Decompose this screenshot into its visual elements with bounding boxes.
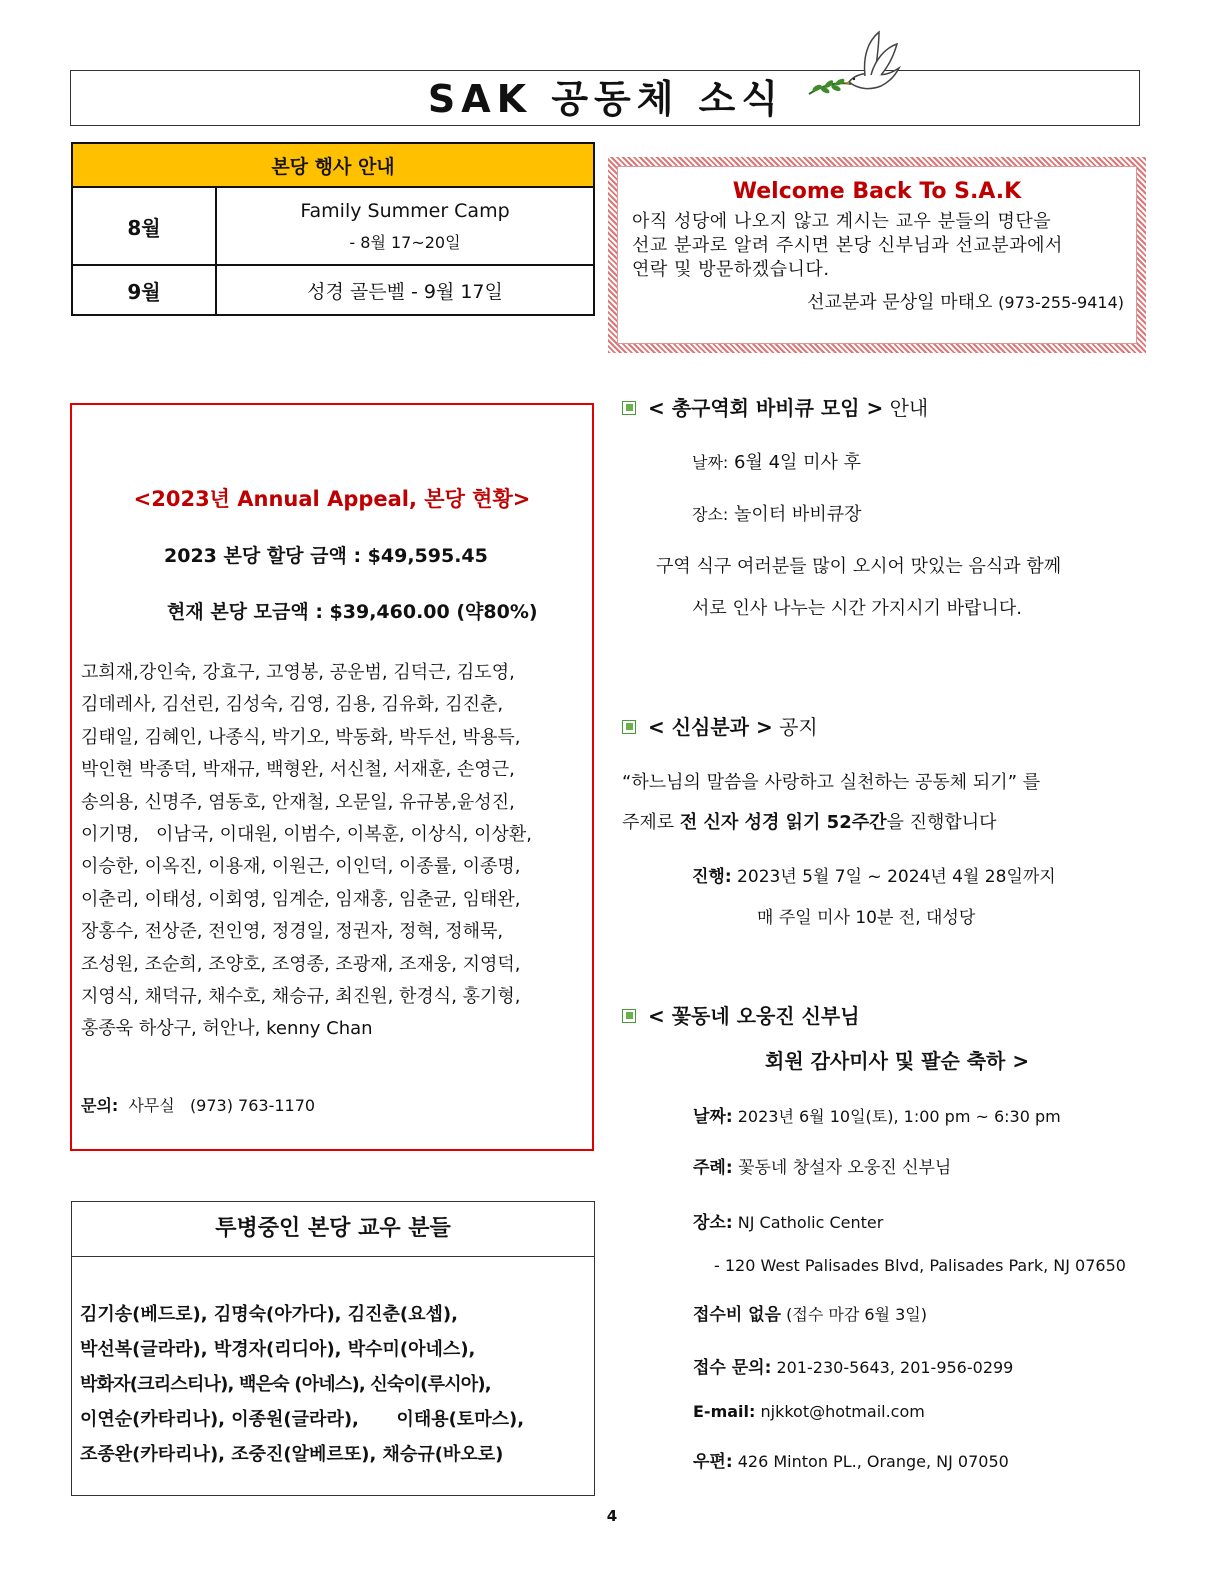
faith-progress-detail: 매 주일 미사 10분 전, 대성당 <box>757 908 976 928</box>
faith-title: < 신심분과 > <box>648 715 773 739</box>
kkot-inquiry-label: 접수 문의: <box>693 1358 772 1378</box>
list-item: 박인현 박종덕, 박재규, 백형완, 서신철, 서재훈, 손영근, <box>81 759 515 781</box>
faith-line-1: “하느님의 말씀을 사랑하고 실천하는 공동체 되기” 를 <box>622 772 1041 793</box>
kkot-title-2 <box>765 1045 1029 1074</box>
event-name: 성경 골든벨 - 9월 17일 <box>307 280 503 303</box>
appeal-target-amount: 2023 본당 할당 금액 : $49,595.45 <box>164 545 488 567</box>
welcome-contact-phone: (973-255-9414) <box>998 293 1124 312</box>
appeal-current-amount: 현재 본당 모금액 : $39,460.00 (약80%) <box>167 601 538 623</box>
kkot-place-label: 장소: <box>693 1213 733 1233</box>
events-table-title: 본당 행사 안내 <box>72 143 594 187</box>
page-number: 4 <box>606 1507 618 1525</box>
appeal-contact <box>81 1093 315 1116</box>
dove-icon <box>805 28 905 108</box>
faith-progress-label: 진행: <box>692 867 732 887</box>
list-item: 홍종욱 하상구, 허안나, kenny Chan <box>81 1018 373 1040</box>
faith-progress <box>692 862 1056 887</box>
kkot-email-label: E-mail: <box>693 1402 756 1421</box>
kkot-email-value: njkkot@hotmail.com <box>755 1402 925 1421</box>
welcome-box <box>608 157 1146 353</box>
list-item: 김기송(베드로), 김명숙(아가다), 김진춘(요셉), <box>80 1304 459 1325</box>
event-date: - 8월 17~20일 <box>349 232 461 252</box>
kkot-host <box>693 1153 951 1178</box>
event-detail <box>216 187 594 265</box>
kkot-mail-value: 426 Minton PL., Orange, NJ 07050 <box>732 1452 1009 1471</box>
bbq-message-1: 구역 식구 여러분들 많이 오시어 맛있는 음식과 함께 <box>656 556 1062 577</box>
welcome-title: Welcome Back To S.A.K <box>732 179 1022 204</box>
kkot-fee-label: 접수비 없음 <box>693 1305 782 1325</box>
sick-parishioners-box <box>71 1201 595 1496</box>
event-detail <box>216 265 594 315</box>
welcome-line: 연락 및 방문하겠습니다. <box>632 259 830 280</box>
kkot-place-value: NJ Catholic Center <box>732 1213 884 1232</box>
bbq-message-2: 서로 인사 나누는 시간 가지시기 바랍니다. <box>692 598 1022 619</box>
kkot-inquiry-value: 201-230-5643, 201-956-0299 <box>771 1358 1014 1377</box>
appeal-donor-list <box>81 657 586 1046</box>
list-item: 이기명, 이남국, 이대원, 이범수, 이복훈, 이상식, 이상환, <box>81 824 532 846</box>
list-item: 김데레사, 김선린, 김성숙, 김영, 김용, 김유화, 김진춘, <box>81 694 504 716</box>
appeal-title: <2023년 Annual Appeal, 본당 현황> <box>133 487 531 511</box>
faith-line-2-bold: 전 신자 성경 읽기 52주간 <box>679 812 887 833</box>
bbq-title-suffix: 안내 <box>889 396 929 420</box>
bbq-heading <box>622 392 928 421</box>
kkot-host-value: 꽃동네 창설자 오웅진 신부님 <box>732 1158 952 1178</box>
event-month: 9월 <box>72 265 216 315</box>
kkot-inquiry <box>693 1353 1013 1378</box>
list-item: 장홍수, 전상준, 전인영, 정경일, 정권자, 정혁, 정해묵, <box>81 921 504 943</box>
sick-list <box>72 1257 594 1472</box>
list-item: 고희재,강인숙, 강효구, 고영봉, 공운범, 김덕근, 김도영, <box>81 662 515 683</box>
faith-line-2-post: 을 진행합니다 <box>886 812 997 833</box>
list-item: 조성원, 조순희, 조양호, 조영종, 조광재, 조재웅, 지영덕, <box>81 953 521 975</box>
list-item: 송의용, 신명주, 염동호, 안재철, 오문일, 유규봉,윤성진, <box>81 791 515 813</box>
bbq-place-label: 장소: <box>692 505 729 524</box>
welcome-line: 선교 분과로 알려 주시면 본당 신부님과 선교분과에서 <box>632 235 1063 256</box>
kkot-fee <box>693 1300 927 1325</box>
kkot-host-label: 주례: <box>693 1158 733 1178</box>
bbq-title: < 총구역회 바비큐 모임 > <box>648 396 884 420</box>
bbq-date-label: 날짜: <box>692 453 729 472</box>
welcome-line: 아직 성당에 나오지 않고 계시는 교우 분들의 명단을 <box>632 211 1052 232</box>
bbq-date-value: 6월 4일 미사 후 <box>734 452 862 473</box>
annual-appeal-box <box>70 403 594 1151</box>
faith-line-2 <box>622 808 997 834</box>
green-square-bullet-icon <box>622 401 636 415</box>
list-item: 이춘리, 이태성, 이회영, 임계순, 임재홍, 임춘균, 임태완, <box>81 888 521 910</box>
table-row <box>72 265 594 315</box>
welcome-contact <box>618 282 1136 314</box>
event-month: 8월 <box>72 187 216 265</box>
bbq-place-value: 놀이터 바비큐장 <box>734 504 862 525</box>
event-name: Family Summer Camp <box>300 199 510 222</box>
kkot-place <box>693 1208 883 1233</box>
welcome-text <box>618 204 1136 282</box>
kkot-date <box>693 1102 1061 1127</box>
kkot-title-2-text: 회원 감사미사 및 팔순 축하 > <box>765 1049 1030 1073</box>
kkot-address: - 120 West Palisades Blvd, Palisades Park, NJ 07650 <box>714 1256 1126 1275</box>
list-item: 이연순(카타리나), 이종원(글라라), 이태용(토마스), <box>80 1409 525 1430</box>
list-item: 이승한, 이옥진, 이용재, 이원근, 이인덕, 이종률, 이종명, <box>81 856 521 878</box>
page-title: SAK 공동체 소식 <box>427 77 785 121</box>
faith-progress-value: 2023년 5월 7일 ~ 2024년 4월 28일까지 <box>731 867 1056 887</box>
sick-list-title: 투병중인 본당 교우 분들 <box>72 1202 594 1257</box>
green-square-bullet-icon <box>622 720 636 734</box>
list-item: 김태일, 김혜인, 나종식, 박기오, 박동화, 박두선, 박용득, <box>81 726 521 748</box>
faith-title-suffix: 공지 <box>779 715 818 739</box>
kkot-mail <box>693 1447 1009 1472</box>
kkot-heading <box>622 1000 860 1029</box>
list-item: 조종완(카타리나), 조중진(알베르또), 채승규(바오로) <box>80 1444 504 1465</box>
list-item: 박화자(크리스티나), 백은숙 (아네스), 신숙이(루시아), <box>80 1374 491 1395</box>
kkot-date-label: 날짜: <box>693 1107 733 1127</box>
faith-line-2-pre: 주제로 <box>622 812 680 833</box>
header-box <box>70 70 1140 126</box>
faith-heading <box>622 711 818 740</box>
list-item: 박선복(글라라), 박경자(리디아), 박수미(아네스), <box>80 1339 476 1360</box>
kkot-date-value: 2023년 6월 10일(토), 1:00 pm ~ 6:30 pm <box>732 1107 1061 1126</box>
kkot-fee-value: (접수 마감 6월 3일) <box>781 1305 927 1324</box>
welcome-contact-name: 선교분과 문상일 마태오 <box>807 292 993 313</box>
green-square-bullet-icon <box>622 1009 636 1023</box>
table-row <box>72 187 594 265</box>
bbq-place <box>692 500 861 526</box>
appeal-contact-value: 사무실 (973) 763-1170 <box>128 1096 316 1115</box>
appeal-contact-label: 문의: <box>81 1096 119 1115</box>
list-item: 지영식, 채덕규, 채수호, 채승규, 최진원, 한경식, 홍기형, <box>81 986 521 1008</box>
bbq-date <box>692 448 861 474</box>
kkot-mail-label: 우편: <box>693 1452 733 1472</box>
kkot-title-1: < 꽃동네 오웅진 신부님 <box>648 1004 860 1028</box>
kkot-email <box>693 1402 925 1421</box>
events-table <box>71 142 595 316</box>
